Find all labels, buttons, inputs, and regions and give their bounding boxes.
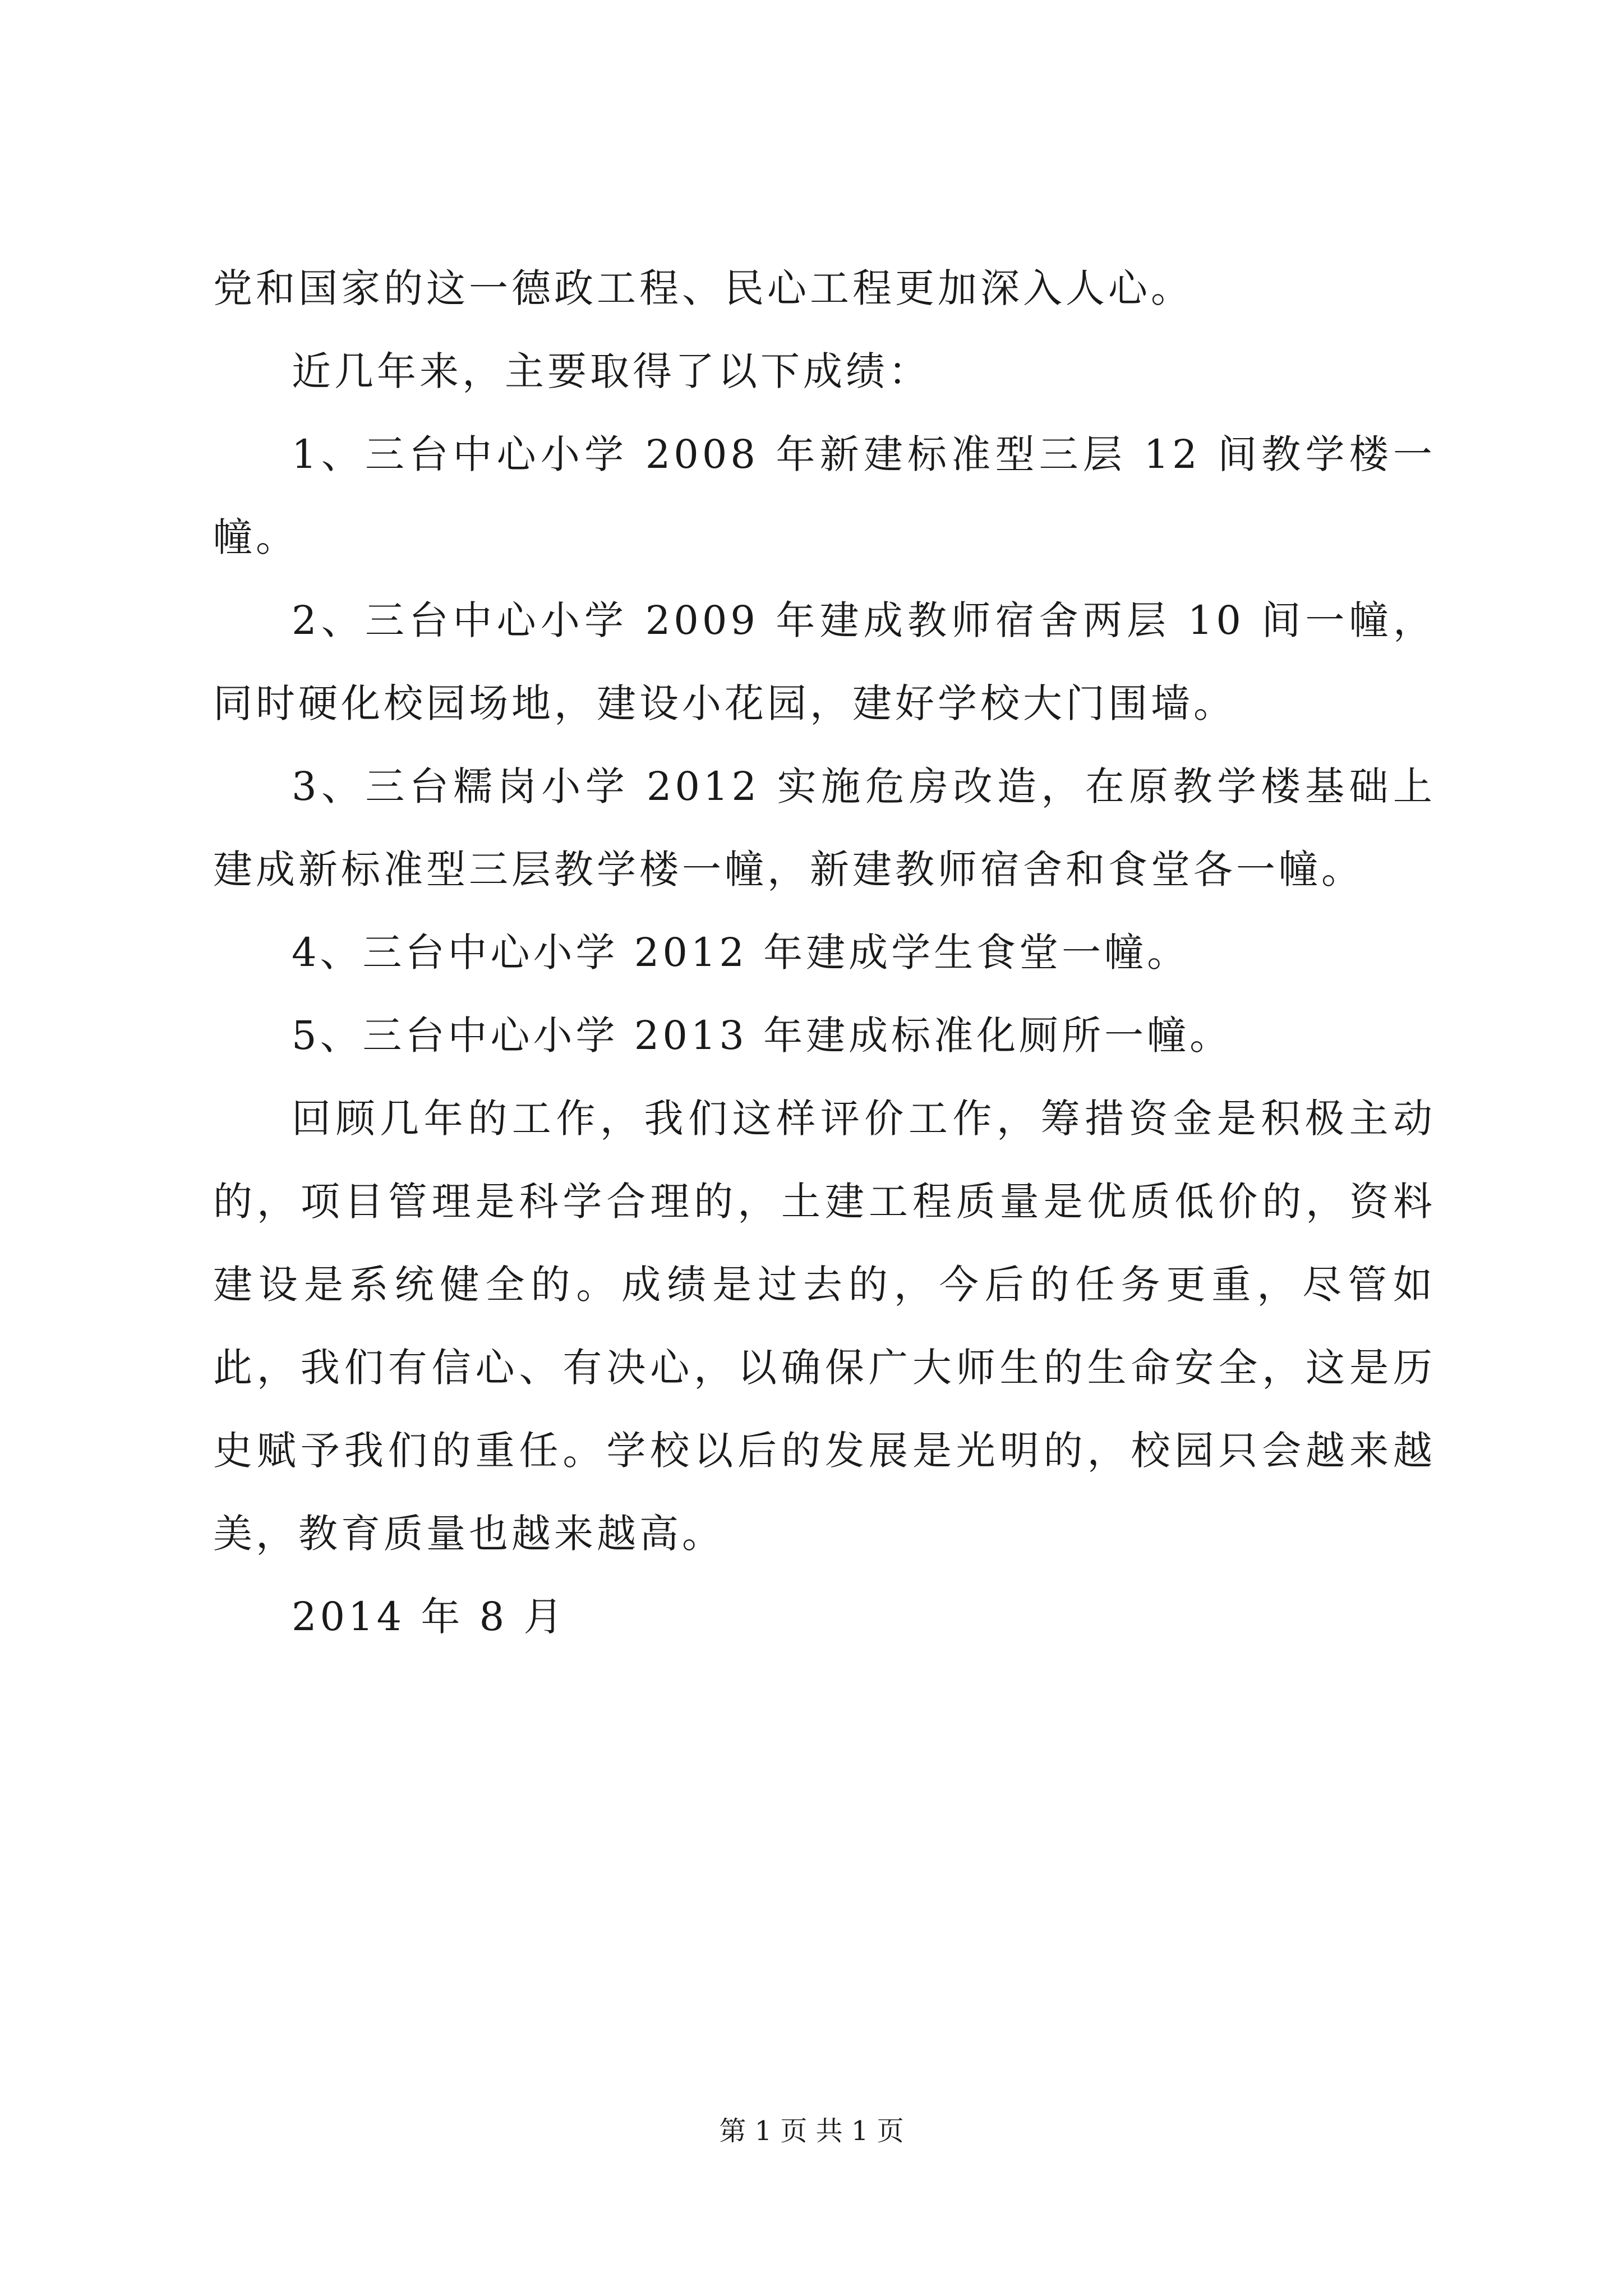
paragraph-item-5: 5、三台中心小学 2013 年建成标准化厕所一幢。 bbox=[292, 1013, 1233, 1059]
paragraph-item-4: 4、三台中心小学 2012 年建成学生食堂一幢。 bbox=[292, 930, 1190, 976]
paragraph-date: 2014 年 8 月 bbox=[292, 1594, 566, 1640]
page-footer: 第 1 页 共 1 页 bbox=[719, 2115, 904, 2147]
paragraph-review: 回顾几年的工作，我们这样评价工作，筹措资金是积极主动的，项目管理是科学合理的，土建工程质量是优质低价的，资料建设是系统健全的。成绩是过去的，今后的任务更重，尽管如此，我们有信心、有决心，以确保广大师生的生命安全，这是历史赋予我们的重任。学校以后的发展是光明的，校园只会越来越美，教育质量也越来越高。 bbox=[213, 1096, 1436, 1557]
paragraph-intro: 近几年来，主要取得了以下成绩： bbox=[292, 348, 931, 394]
document-body bbox=[213, 247, 1436, 1658]
paragraph-continuation: 党和国家的这一德政工程、民心工程更加深入人心。 bbox=[213, 265, 1193, 311]
paragraph-item-3: 3、三台糯岗小学 2012 实施危房改造，在原教学楼基础上建成新标准型三层教学楼一幢，新建教师宿舍和食堂各一幢。 bbox=[213, 763, 1436, 892]
paragraph-item-2: 2、三台中心小学 2009 年建成教师宿舍两层 10 间一幢，同时硬化校园场地，建设小花园，建好学校大门围墙。 bbox=[213, 597, 1436, 726]
paragraph-item-1: 1、三台中心小学 2008 年新建标准型三层 12 间教学楼一幢。 bbox=[213, 431, 1436, 560]
